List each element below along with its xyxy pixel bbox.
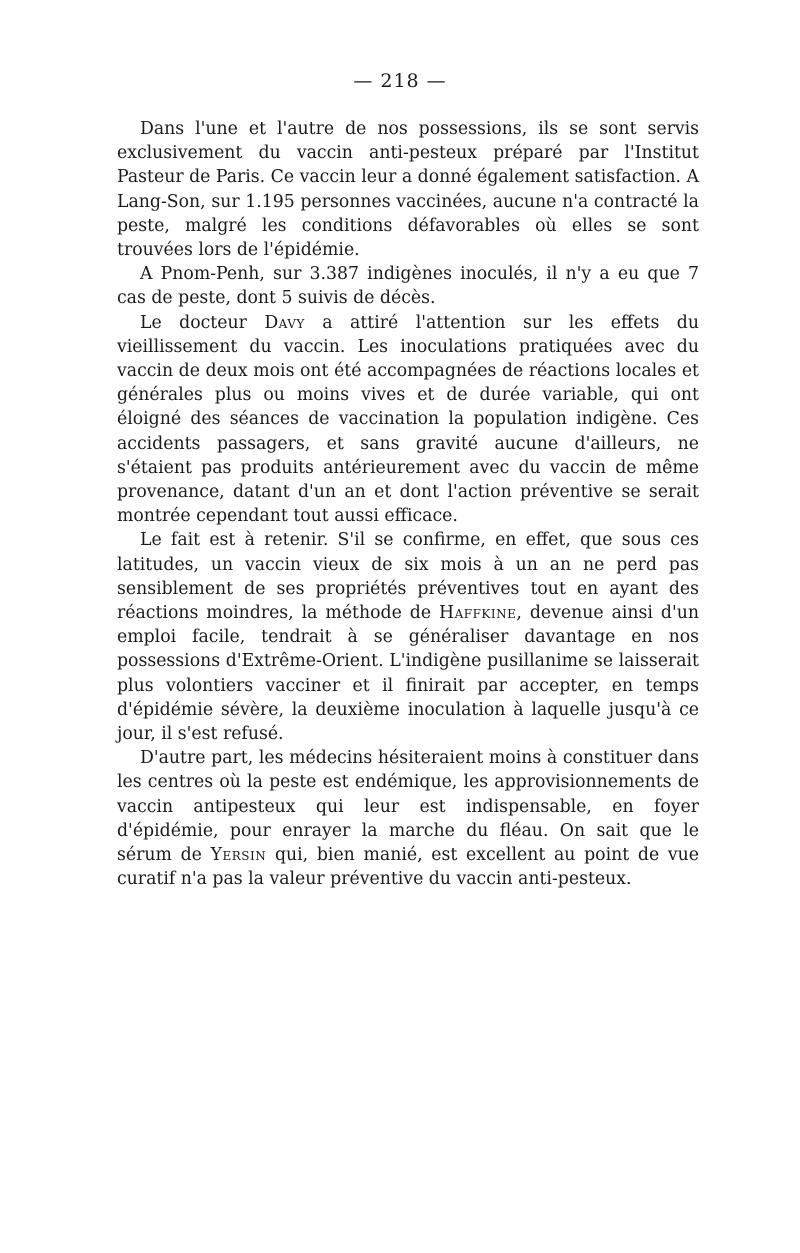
paragraph-text bbox=[117, 528, 699, 746]
author-name: Yersin bbox=[210, 845, 267, 866]
paragraph bbox=[117, 262, 699, 310]
text-segment: Le docteur bbox=[140, 312, 265, 333]
paragraph bbox=[117, 311, 699, 529]
text-segment: Le fait est à retenir. S'il se confirme, en effet, que sous ces latitudes, un vaccin vieux de six mois à un an ne perd pas sensiblement de ses propriétés préventives tout en ayant des réactions moindres, la méthode de bbox=[117, 530, 699, 624]
text-segment: , devenue ainsi d'un emploi facile, tendrait à se généraliser davantage en nos possessions d'Extrême-Orient. L'indigène pusillanime se laisserait plus volontiers vacciner et il finirait par accepter, en temps d'épidémie sévère, la deuxième inoculation à laquelle jusqu'à ce jour, il s'est refusé. bbox=[117, 603, 699, 745]
paragraph bbox=[117, 528, 699, 746]
paragraph bbox=[117, 746, 699, 891]
text-segment: A Pnom-Penh, sur 3.387 indigènes inoculés, il n'y a eu que 7 cas de peste, dont 5 suivis de décès. bbox=[117, 264, 699, 309]
author-name: Davy bbox=[264, 312, 305, 333]
paragraph-text bbox=[117, 311, 699, 529]
text-segment: Dans l'une et l'autre de nos possessions, ils se sont servis exclusivement du vaccin anti-pesteux préparé par l'Institut Pasteur de Paris. Ce vaccin leur a donné également satisfaction. A Lang-Son, sur 1.195 personnes vaccinées, aucune n'a contracté la peste, malgré les conditions défavorables où elles se sont trouvées lors de l'épidémie. bbox=[117, 119, 699, 261]
paragraph-text bbox=[117, 746, 699, 891]
text-segment: qui, bien manié, est excellent au point de vue curatif n'a pas la valeur préventive du vaccin anti-pesteux. bbox=[117, 845, 699, 890]
paragraph bbox=[117, 117, 699, 262]
page-number: — 218 — bbox=[353, 70, 447, 92]
text-segment: a attiré l'attention sur les effets du vieillissement du vaccin. Les inoculations pratiquées avec du vaccin de deux mois ont été accompagnées de réactions locales et générales plus ou moins vives et de durée variable, qui ont éloigné des séances de vaccination la population indigène. Ces accidents passagers, et sans gravité aucune d'ailleurs, ne s'étaient pas produits antérieurement avec du vaccin de même provenance, datant d'un an et dont l'action préventive se serait montrée cependant tout aussi efficace. bbox=[117, 312, 699, 527]
author-name: Haffkine bbox=[439, 603, 517, 624]
paragraph-text bbox=[117, 262, 699, 310]
body-text bbox=[117, 117, 699, 892]
text-segment: D'autre part, les médecins hésiteraient moins à constituer dans les centres où la peste est endémique, les approvisionnements de vaccin antipesteux qui leur est indispensable, en foyer d'épidémie, pour enrayer la marche du fléau. On sait que le sérum de bbox=[117, 748, 699, 866]
paragraph-text bbox=[117, 117, 699, 262]
